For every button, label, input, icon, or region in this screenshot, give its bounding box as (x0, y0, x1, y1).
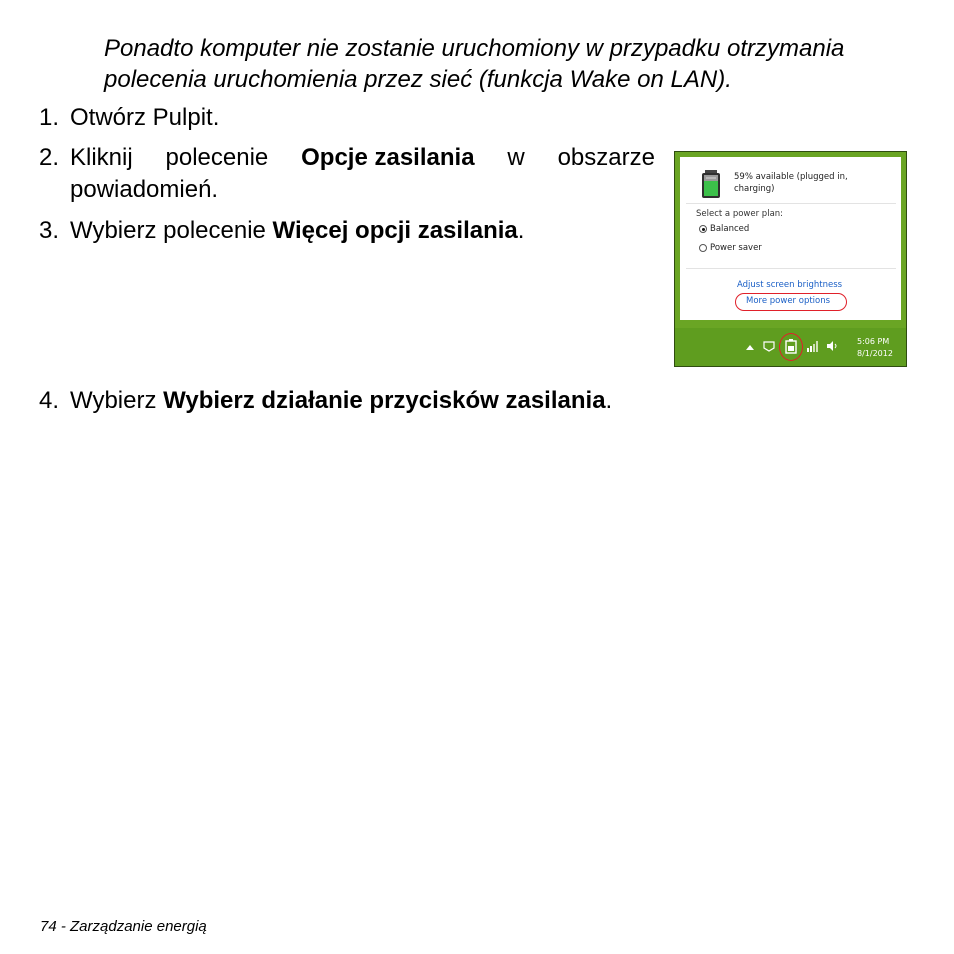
battery-status-text (734, 171, 848, 195)
power-buttons-term: Wybierz działanie przycisków zasilania (163, 387, 606, 414)
adjust-brightness-link[interactable]: Adjust screen brightness (737, 280, 843, 290)
step-number: 3. (39, 217, 60, 244)
step-number: 2. (39, 144, 60, 171)
taskbar-clock[interactable] (857, 336, 893, 360)
wake-on-lan-note (104, 33, 934, 95)
clock-time: 5:06 PM (857, 337, 890, 346)
step-2 (39, 142, 655, 206)
battery-status-line-1: 59% available (plugged in, (734, 172, 848, 182)
step-2-line-1 (70, 142, 655, 174)
show-hidden-icons-icon[interactable] (746, 344, 754, 350)
taskbar (675, 328, 906, 366)
word: Kliknij (70, 144, 133, 171)
highlight-circle (735, 293, 847, 311)
battery-charging-icon (700, 169, 722, 199)
plan-label: Power saver (710, 243, 762, 253)
more-power-options-term: Więcej opcji zasilania (272, 217, 518, 244)
divider (686, 268, 896, 269)
power-options-term: Opcje zasilania (301, 144, 475, 171)
plan-label: Balanced (710, 224, 750, 234)
radio-selected-icon[interactable] (699, 225, 707, 233)
battery-flyout (680, 157, 901, 320)
plan-power-saver-option[interactable] (699, 243, 762, 253)
word: obszarze (557, 144, 655, 171)
step-number: 1. (39, 104, 60, 131)
step-prefix: Wybierz (70, 387, 164, 414)
battery-flyout-screenshot (674, 151, 907, 367)
step-suffix: . (517, 217, 525, 244)
note-line-1: Ponadto komputer nie zostanie uruchomiony w przypadku otrzymania (104, 35, 845, 62)
step-text (70, 385, 612, 417)
note-line-2: polecenia uruchomienia przez sieć (funkcja Wake on LAN). (104, 66, 732, 93)
step-suffix: . (605, 387, 613, 414)
radio-unselected-icon[interactable] (699, 244, 707, 252)
step-prefix: Wybierz polecenie (70, 217, 273, 244)
tray-highlight-circle (779, 333, 803, 361)
step-text (70, 215, 524, 247)
plan-balanced-option[interactable] (699, 224, 749, 234)
battery-status-line-2: charging) (734, 184, 775, 194)
divider (686, 203, 896, 204)
action-center-icon[interactable] (763, 341, 775, 352)
step-2-line-2: powiadomień. (70, 176, 219, 203)
step-number: 4. (39, 387, 60, 414)
more-power-options-link[interactable]: More power options (746, 296, 831, 306)
page-footer: 74 - Zarządzanie energią (40, 918, 207, 935)
volume-icon[interactable] (826, 340, 838, 352)
network-icon[interactable] (806, 340, 820, 352)
power-plan-label: Select a power plan: (696, 209, 784, 219)
word: w (507, 144, 525, 171)
word: polecenie (165, 144, 269, 171)
clock-date: 8/1/2012 (857, 349, 893, 358)
step-text: Otwórz Pulpit. (70, 104, 220, 131)
